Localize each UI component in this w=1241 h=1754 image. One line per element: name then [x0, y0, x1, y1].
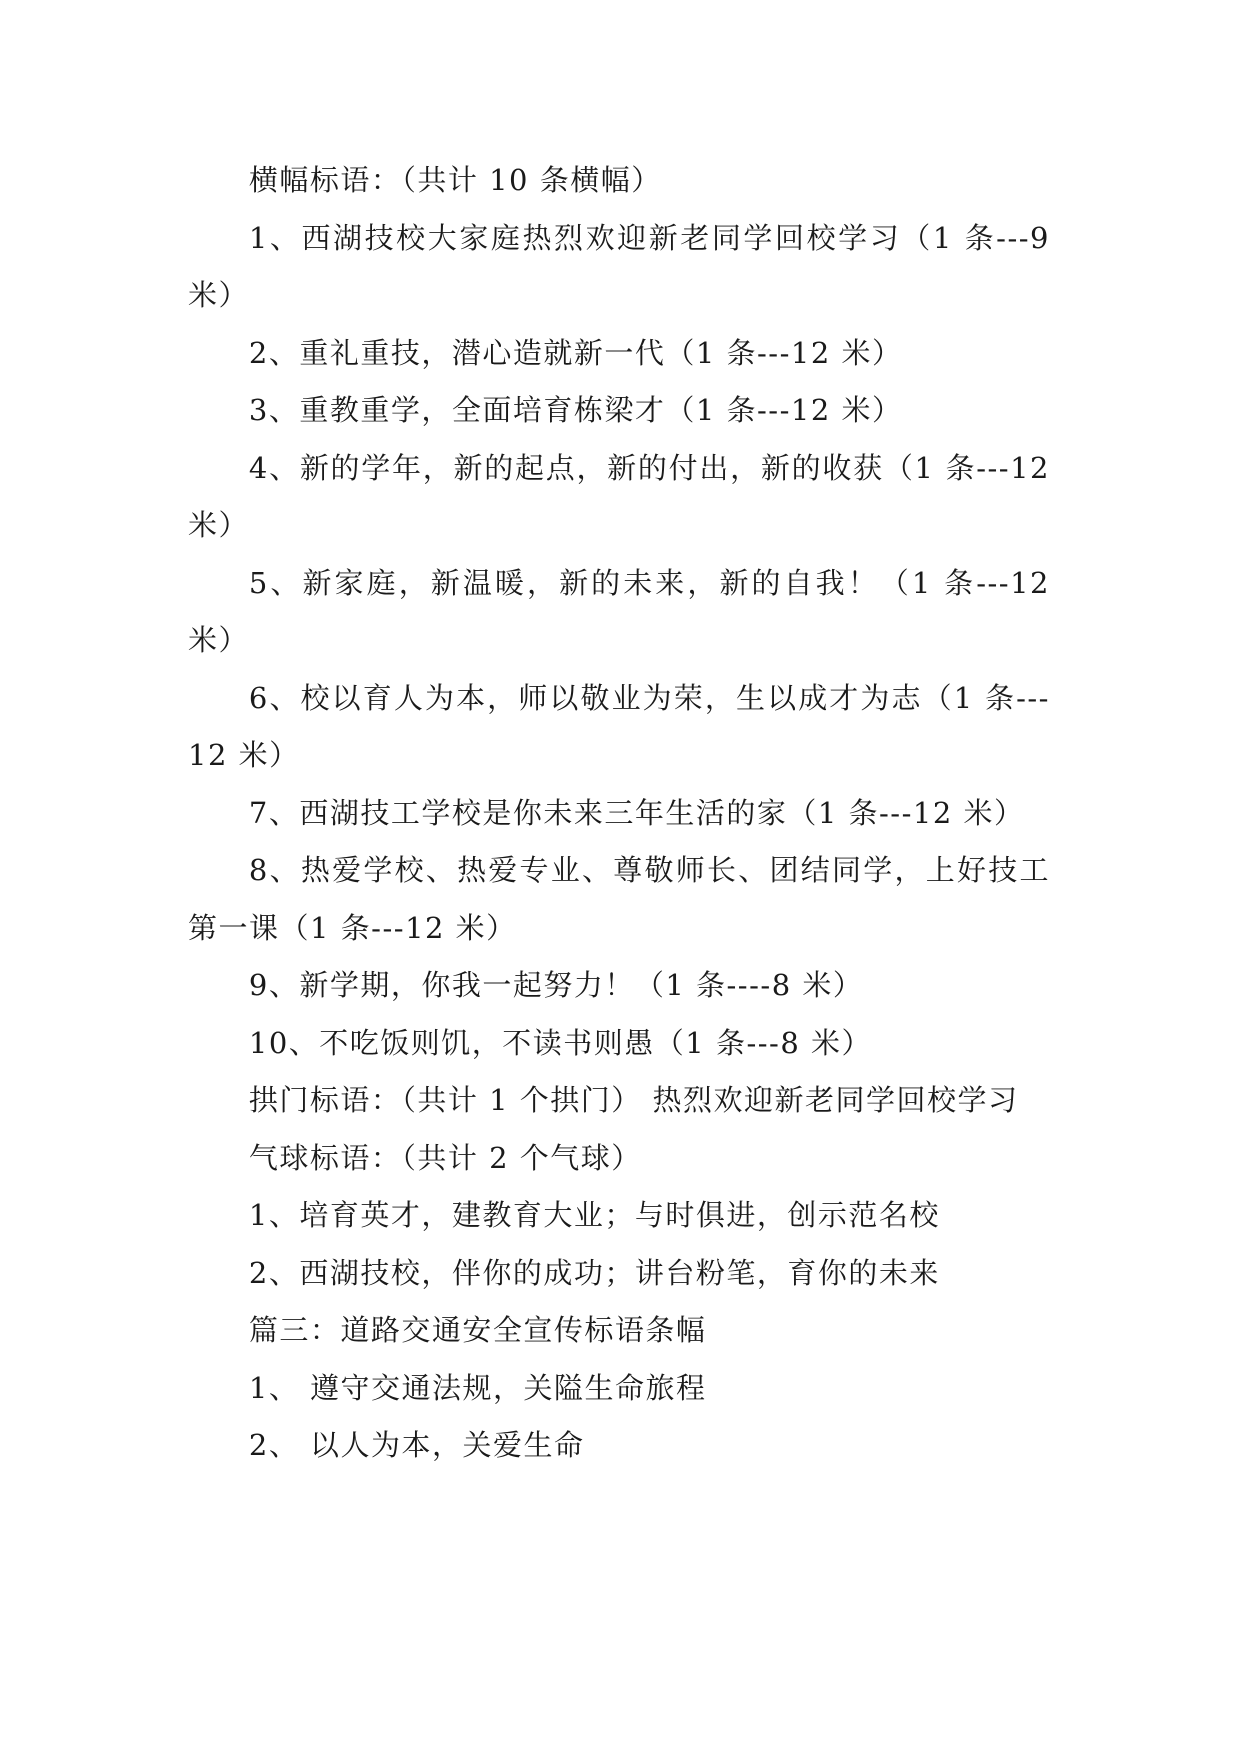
- banner-slogan-2: 2、重礼重技，潜心造就新一代（1 条---12 米）: [248, 335, 903, 370]
- document-body: [188, 152, 1050, 1475]
- banner-slogan-8: 8、热爱学校、热爱专业、尊敬师长、团结同学，上好技工第一课（1 条---12 米）: [188, 853, 1050, 945]
- banner-slogan-4: 4、新的学年，新的起点，新的付出，新的收获（1 条---12 米）: [188, 450, 1050, 542]
- banner-slogan-10: 10、不吃饭则饥，不读书则愚（1 条---8 米）: [248, 1025, 873, 1060]
- traffic-slogan-1: 1、 遵守交通法规，关隘生命旅程: [248, 1370, 707, 1405]
- banner-slogan-3: 3、重教重学，全面培育栋梁才（1 条---12 米）: [248, 393, 903, 427]
- traffic-slogan-2: 2、 以人为本，关爱生命: [248, 1428, 585, 1462]
- balloon-slogan-2: 2、西湖技校，伴你的成功；讲台粉笔，育你的未来: [248, 1255, 940, 1290]
- banner-slogan-6: 6、校以育人为本，师以敬业为荣，生以成才为志（1 条---12 米）: [188, 680, 1050, 772]
- arch-slogan: 拱门标语：（共计 1 个拱门） 热烈欢迎新老同学回校学习: [248, 1083, 1019, 1117]
- balloon-slogans-heading: 气球标语：（共计 2 个气球）: [248, 1140, 642, 1175]
- banner-slogan-9: 9、新学期，你我一起努力！（1 条----8 米）: [248, 968, 864, 1002]
- banner-slogan-5: 5、新家庭，新温暖，新的未来，新的自我！（1 条---12 米）: [188, 565, 1050, 657]
- banner-slogan-7: 7、西湖技工学校是你未来三年生活的家（1 条---12 米）: [248, 795, 1025, 830]
- banner-slogan-1: 1、西湖技校大家庭热烈欢迎新老同学回校学习（1 条---9 米）: [188, 220, 1050, 312]
- section-three-heading: 篇三：道路交通安全宣传标语条幅: [248, 1313, 707, 1347]
- balloon-slogan-1: 1、培育英才，建教育大业；与时俱进，创示范名校: [248, 1198, 940, 1232]
- banner-slogans-heading: 横幅标语：（共计 10 条横幅）: [248, 163, 662, 197]
